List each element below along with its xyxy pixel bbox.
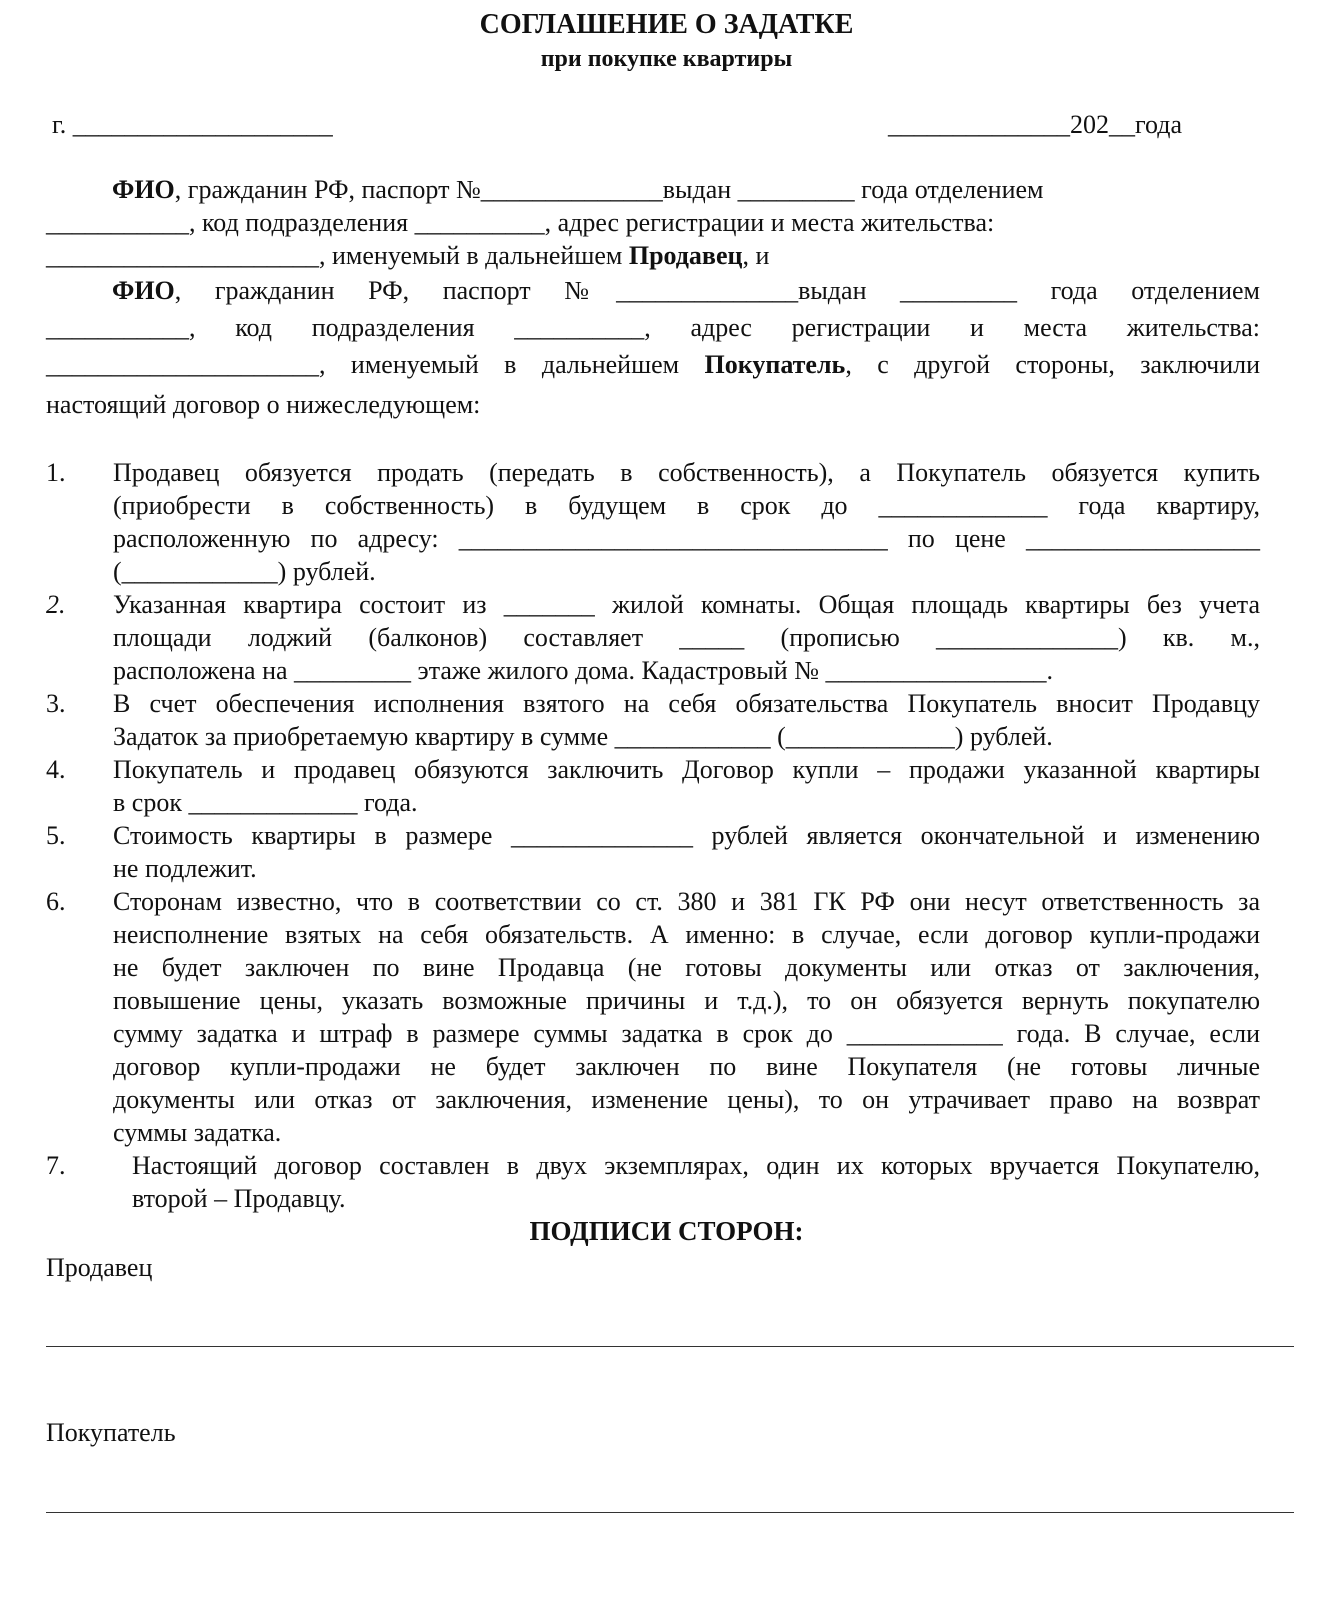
clause-number: 1. [46, 458, 66, 487]
seller-line-3-text: _____________________, именуемый в дальнейшем [46, 241, 629, 270]
clause-1-line-2: (приобрести в собственность) в будущем в срок до _____________ года квартиру, [113, 491, 1260, 520]
clause-3-line-1: В счет обеспечения исполнения взятого на себя обязательства Покупатель вносит Продавцу [113, 689, 1260, 718]
clause-2-line-3: расположена на _________ этаже жилого дома. Кадастровый № _________________. [113, 656, 1053, 685]
clause-2-line-1: Указанная квартира состоит из _______ жилой комнаты. Общая площадь квартиры без учета [113, 590, 1260, 619]
seller-role-label: Продавец [628, 241, 743, 270]
seller-fio-label: ФИО [112, 175, 175, 204]
buyer-line-1-text: , гражданин РФ, паспорт №______________выдан _________ года отделением [174, 276, 1260, 305]
clause-2-line-2: площади лоджий (балконов) составляет _____ (прописью ______________) кв. м., [113, 623, 1260, 652]
clause-number: 2. [46, 590, 66, 619]
clause-number: 6. [46, 887, 66, 916]
clause-1-line-4: (____________) рублей. [113, 557, 376, 586]
clause-6-line-1: Сторонам известно, что в соответствии со ст. 380 и 381 ГК РФ они несут ответственность за [113, 887, 1260, 916]
clause-5-line-1: Стоимость квартиры в размере ______________ рублей является окончательной и изменению [113, 821, 1260, 850]
clause-1-line-1: Продавец обязуется продать (передать в собственность), а Покупатель обязуется купить [113, 458, 1260, 487]
clause-6-line-7: документы или отказ от заключения, изменение цены), то он утрачивает право на возврат [113, 1085, 1260, 1114]
clause-3-line-2: Задаток за приобретаемую квартиру в сумме ____________ (_____________) рублей. [113, 722, 1053, 751]
buyer-line-3-text: _____________________, именуемый в дальнейшем [46, 350, 705, 379]
buyer-line-3-end: , с другой стороны, заключили [845, 350, 1261, 379]
clause-4-line-2: в срок _____________ года. [113, 788, 418, 817]
clause-number: 3. [46, 689, 66, 718]
seller-line-3-end: , и [742, 241, 770, 270]
clause-6-line-3: не будет заключен по вине Продавца (не готовы документы или отказ от заключения, [113, 953, 1260, 982]
seller-line-2: ___________, код подразделения __________, адрес регистрации и места жительства: [46, 208, 995, 237]
buyer-line-2: ___________, код подразделения __________, адрес регистрации и места жительства: [46, 313, 1260, 342]
signatures-heading: ПОДПИСИ СТОРОН: [529, 1216, 804, 1246]
date-line: ______________202__года [888, 110, 1183, 139]
clause-6-line-4: повышение цены, указать возможные причины и т.д.), то он обязуется вернуть покупателю [113, 986, 1260, 1015]
clause-6-line-8: суммы задатка. [113, 1118, 282, 1147]
buyer-line-4: настоящий договор о нижеследующем: [46, 390, 481, 419]
buyer-line-1 [112, 276, 1260, 306]
buyer-fio-label: ФИО [112, 276, 175, 305]
clause-number: 7. [46, 1151, 66, 1180]
clause-6-line-5: сумму задатка и штраф в размере суммы задатка в срок до ____________ года. В случае, если [113, 1019, 1260, 1048]
seller-line-3 [46, 241, 769, 271]
seller-line-1-text: , гражданин РФ, паспорт №______________выдан _________ года отделением [174, 175, 1044, 204]
clause-1-line-3: расположенную по адресу: _________________________________ по цене __________________ [113, 524, 1260, 553]
clause-7-line-2: второй – Продавцу. [132, 1184, 346, 1213]
clause-6-line-2: неисполнение взятых на себя обязательств. А именно: в случае, если договор купли-продажи [113, 920, 1260, 949]
document-subtitle: при покупке квартиры [540, 46, 793, 72]
seller-line-1 [112, 175, 1044, 205]
clause-4-line-1: Покупатель и продавец обязуются заключить Договор купли – продажи указанной квартиры [113, 755, 1260, 784]
buyer-line-3 [46, 350, 1260, 380]
buyer-signature-line [46, 1512, 1294, 1513]
clause-7-line-1: Настоящий договор составлен в двух экземплярах, один их которых вручается Покупателю, [132, 1151, 1260, 1180]
clause-number: 4. [46, 755, 66, 784]
clause-5-line-2: не подлежит. [113, 854, 257, 883]
clause-number: 5. [46, 821, 66, 850]
seller-signature-label: Продавец [46, 1253, 153, 1282]
seller-signature-line [46, 1346, 1294, 1347]
city-line: г. ____________________ [52, 110, 333, 139]
buyer-signature-label: Покупатель [46, 1418, 176, 1447]
document-title: СОГЛАШЕНИЕ О ЗАДАТКЕ [479, 9, 854, 40]
buyer-role-label: Покупатель [704, 350, 846, 379]
clause-6-line-6: договор купли-продажи не будет заключен по вине Покупателя (не готовы личные [113, 1052, 1260, 1081]
